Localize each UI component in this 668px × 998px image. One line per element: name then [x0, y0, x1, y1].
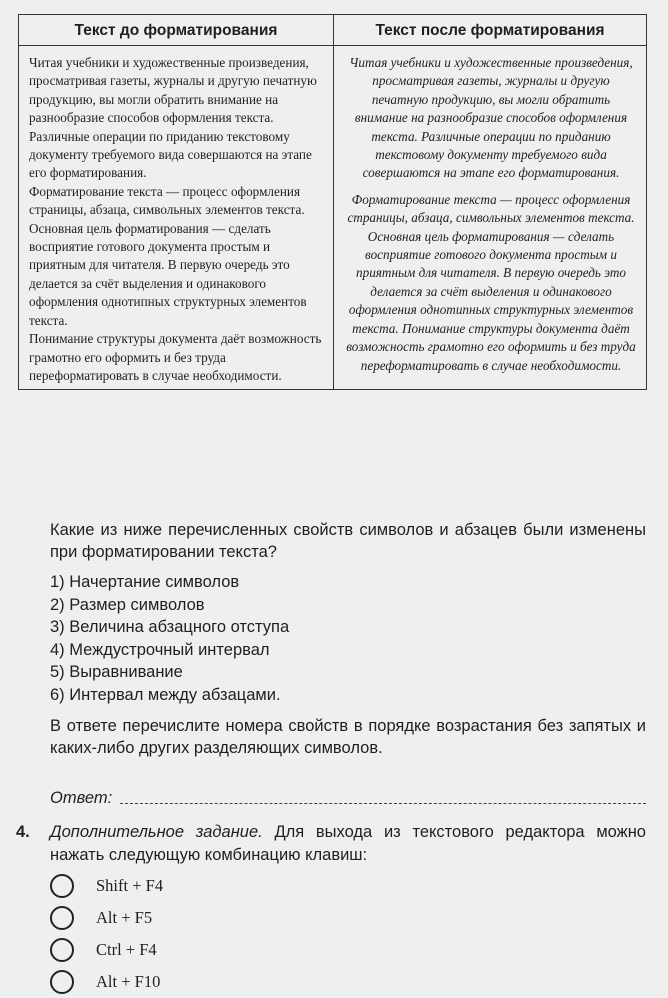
choice-label: Ctrl + F4: [96, 940, 157, 959]
radio-circle-icon[interactable]: [50, 970, 74, 994]
choice-alt-f10[interactable]: [50, 966, 163, 998]
choice-alt-f5[interactable]: [50, 902, 163, 934]
after-cell: [334, 46, 647, 390]
comparison-table: [18, 14, 647, 390]
option-item: 1) Начертание символов: [50, 573, 240, 591]
choice-ctrl-f4[interactable]: [50, 934, 163, 966]
header-after: Текст после форматирования: [334, 15, 647, 46]
option-item: 2) Размер символов: [50, 595, 205, 614]
answer-field[interactable]: [120, 803, 646, 804]
instruction-text: В ответе перечислите номера свойств в порядке возрастания без запятых и каких-либо других разделяющих символов.: [50, 717, 646, 757]
header-before: Текст до форматирования: [19, 15, 334, 46]
options-list: [50, 571, 289, 706]
task-4: [16, 821, 646, 867]
option-item: 3) Величина абзацного отступа: [50, 618, 290, 636]
before-paragraph-3: Понимание структуры документа даёт возможность грамотно его оформить и без труда переформатировать в случае необходимости.: [29, 331, 322, 383]
choices-list: [50, 870, 163, 998]
radio-circle-icon[interactable]: [50, 938, 74, 962]
after-paragraph-2: Форматирование текста — процесс оформления страницы, абзаца, символьных элементов текста. Основная цель форматирования — сделать восприятие готового документа простым и приятным для читателя. В первую очередь это делается за счёт выделения и одинакового оформления однотипных структурных элементов текста. Понимание структуры документа даёт возможность грамотно его оформить и без труда переформатировать в случае необходимости.: [346, 191, 636, 373]
choice-label: Shift + F4: [96, 876, 164, 895]
question-text: Какие из ниже перечисленных свойств символов и абзацев были изменены при форматировании текста?: [50, 521, 646, 561]
after-paragraph-1: Читая учебники и художественные произведения, просматривая газеты, журналы и другую печатную продукцию, вы могли обратить внимание на разнообразие способов оформления текста. Различные операции по приданию текстовому документу требуемого вида совершаются на этапе его форматирования.: [349, 55, 633, 181]
radio-circle-icon[interactable]: [50, 874, 74, 898]
choice-label: Alt + F10: [96, 972, 161, 991]
answer-label: Ответ:: [50, 789, 113, 807]
option-item: 5) Выравнивание: [50, 663, 183, 681]
task-text: Для выхода из текстового редактора можно нажать следующую комбинацию клавиш:: [50, 823, 646, 864]
radio-circle-icon[interactable]: [50, 906, 74, 930]
option-item: 6) Интервал между абзацами.: [50, 685, 281, 704]
task-title: Дополнительное задание.: [50, 823, 263, 841]
before-cell: [19, 46, 334, 390]
choice-label: Alt + F5: [96, 908, 153, 927]
before-paragraph-1: Читая учебники и художественные произведения, просматривая газеты, журналы и другую печатную продукцию, вы могли обратить внимание на разнообразие способов оформления текста. Различные операции по приданию текстовому документу требуемого вида совершаются на этапе его форматирования.: [29, 55, 317, 181]
answer-row: [50, 789, 646, 808]
choice-shift-f4[interactable]: [50, 870, 163, 902]
before-paragraph-2: Форматирование текста — процесс оформления страницы, абзаца, символьных элементов текста. Основная цель форматирования — сделать восприятие готового документа простым и приятным для читателя. В первую очередь это делается за счёт выделения и одинакового оформления однотипных структурных элементов текста.: [29, 183, 307, 328]
option-item: 4) Междустрочный интервал: [50, 640, 270, 659]
task-number: 4.: [16, 823, 30, 841]
